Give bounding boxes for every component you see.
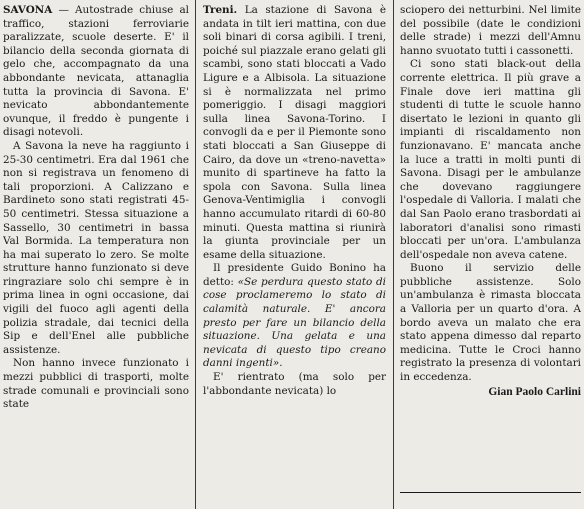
paragraph-blackouts: Ci sono stati black-out della corrente elettrica. Il più grave a Finale dove ieri mattina gli studenti di tutte le scuole hanno disertato le lezioni in quanto gli impianti di riscaldamento non funzionavano. E' mancata anche la luce a tratti in molti punti di Savona. Disagi per le ambulanze che dovevano raggiungere l'ospedale di Valloria. I malati che dal San Paolo erano trasbordati ai laboratori d'analisi sono rimasti bloccati per un'ora. L'ambulanza dell'ospedale non aveva catene. xyxy=(400,58,581,261)
quote-intro: Il presidente Guido Bonino ha detto: xyxy=(203,262,386,288)
end-rule xyxy=(400,492,581,493)
subhead-trains: Treni. xyxy=(203,4,238,16)
paragraph-trains-text: La stazione di Savona è andata in tilt ieri mattina, con due soli binari di corsa agibili. I treni, poiché sul piazzale erano gelati gli scambi, sono stati bloccati a Vado Ligure e a Albisola. La situazione si è normalizzata nel primo pomeriggio. I disagi maggiori sulla linea Savona-Torino. I convogli da e per il Piemonte sono stati bloccati a San Giuseppe di Cairo, da dove un «treno-navetta» munito di spartineve ha fatto la spola con Savona. Sulla linea Genova-Ventimiglia i convogli hanno accumulato ritardi di 60-80 minuti. Questa mattina si riunirà la giunta provinciale per un esame della situazione. xyxy=(203,4,386,261)
paragraph-president-quote xyxy=(203,262,386,371)
article-column-3 xyxy=(400,4,581,509)
article-column-2 xyxy=(203,4,386,509)
paragraph-intro-text: — Autostrade chiuse al traffico, stazioni ferroviarie paralizzate, scuole deserte. E' il bilancio della seconda giornata di gelo che, accompagnato da una abbondante nevicata, attanaglia tutta la provincia di Savona. E' nevicato abbondantemente ovunque, il freddo è pungente i disagi notevoli. xyxy=(3,4,189,139)
paragraph-trains xyxy=(203,4,386,262)
paragraph-intro xyxy=(3,4,189,140)
paragraph-transport: Non hanno invece funzionato i mezzi pubblici di trasporti, molte strade comunali e provinciali sono state xyxy=(3,357,189,411)
article-column-1 xyxy=(3,4,189,509)
quote-end: . xyxy=(279,357,283,370)
dateline: SAVONA xyxy=(3,4,53,16)
column-divider xyxy=(195,0,196,509)
column-divider xyxy=(393,0,394,509)
paragraph-strike: E' rientrato (ma solo per l'abbondante nevicata) lo xyxy=(203,371,386,397)
author-signature: Gian Paolo Carlini xyxy=(488,385,581,398)
paragraph-assistance: Buono il servizio delle pubbliche assistenze. Solo un'ambulanza è rimasta bloccata a Valloria per un quarto d'ora. A bordo aveva un malato che era stato appena dimesso dal reparto medicina. Tutte le Croci hanno registrato la presenza di volontari in eccedenza. xyxy=(400,262,581,384)
paragraph-snow-levels: A Savona la neve ha raggiunto i 25-30 centimetri. Era dal 1961 che non si registrava un fenomeno di tali proporzioni. A Calizzano e Bardineto sono stati registrati 45-50 centimetri. Stessa situazione a Sassello, 30 centimetri in bassa Val Bormida. La temperatura non ha mai superato lo zero. Se molte strutture hanno funzionato si deve ringraziare solo chi sempre è in prima linea in ogni occasione, dai vigili del fuoco agli agenti della polizia stradale, dai tecnici della Sip e dell'Enel alle pubbliche assistenze. xyxy=(3,139,189,356)
quote-text: «Se perdura questo stato di cose proclameremo lo stato di calamità naturale. E' ancora presto per fare un bilancio della situazione. Una gelata e una nevicata di questo tipo creano danni ingenti» xyxy=(203,275,386,370)
paragraph-strike-cont: sciopero dei netturbini. Nel limite del possibile (date le condizioni delle strade) i mezzi dell'Amnu hanno svuotato tutti i cassonetti. xyxy=(400,4,581,57)
